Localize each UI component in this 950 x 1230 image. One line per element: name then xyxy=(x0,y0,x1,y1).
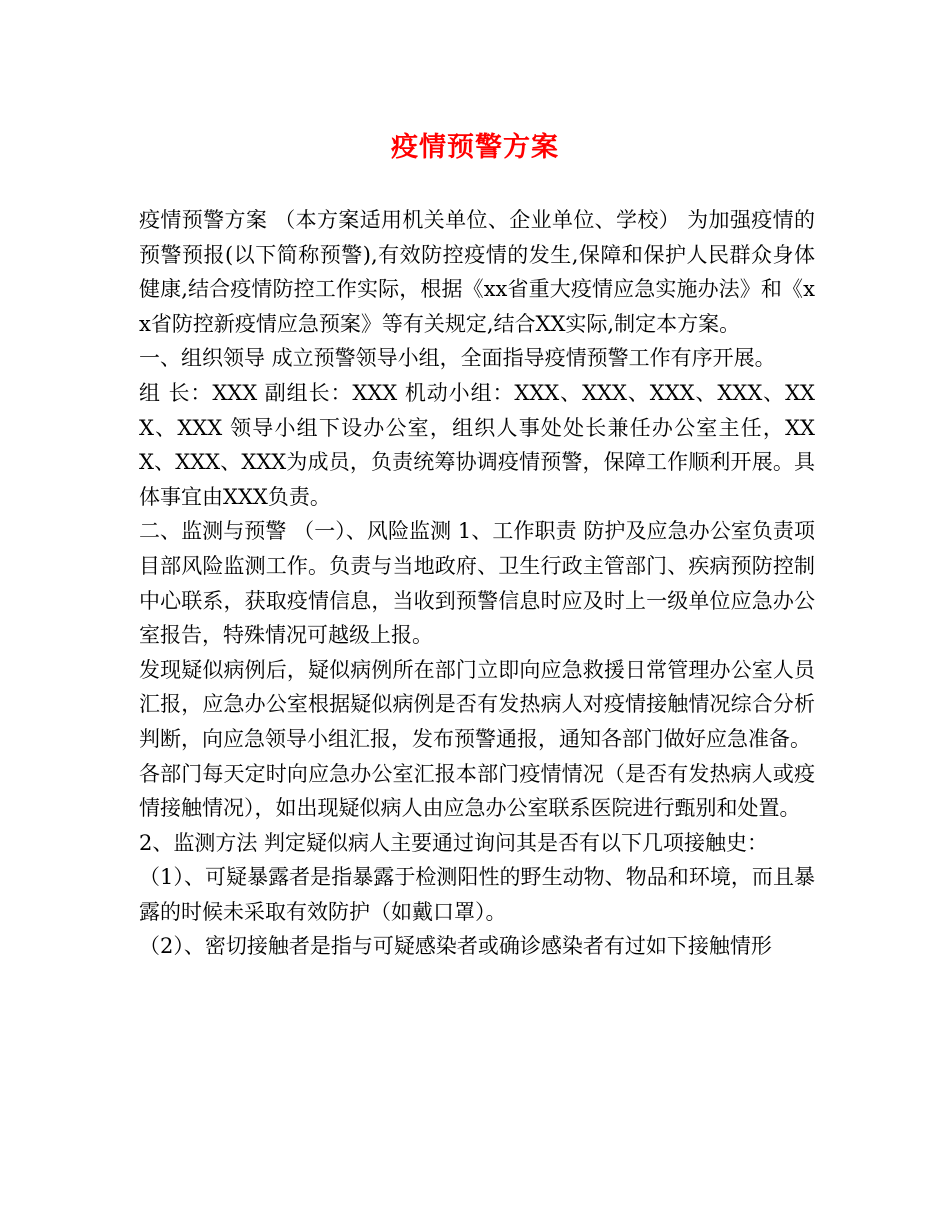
paragraph-intro: 疫情预警方案 （本方案适用机关单位、企业单位、学校） 为加强疫情的预警预报(以下简称预警),有效防控疫情的发生,保障和保护人民群众身体健康,结合疫情防控工作实际，根据《xx省重大疫情应急实施办法》和《xx省防控新疫情应急预案》等有关规定,结合XX实际,制定本方案。 xyxy=(139,208,815,336)
paragraph-leadership-group: 组 长：XXX 副组长：XXX 机动小组：XXX、XXX、XXX、XXX、XXX、XXX 领导小组下设办公室，组织人事处处长兼任办公室主任，XXX、XXX、XXX为成员，负责统筹协调疫情预警，保障工作顺利开展。具体事宜由XXX负责。 xyxy=(139,380,815,509)
paragraph-close-contact: （2）、密切接触者是指与可疑感染者或确诊感染者有过如下接触情形 xyxy=(139,934,772,959)
paragraph-suspected-exposure: （1）、可疑暴露者是指暴露于检测阳性的野生动物、物品和环境，而且暴露的时候未采取有效防护（如戴口罩）。 xyxy=(139,865,815,924)
document-title: 疫情预警方案 xyxy=(391,132,559,163)
paragraph-daily-report: 各部门每天定时向应急办公室汇报本部门疫情情况（是否有发热病人或疫情接触情况），如出现疑似病人由应急办公室联系医院进行甄别和处置。 xyxy=(139,761,815,821)
paragraph-organization: 一、组织领导 成立预警领导小组，全面指导疫情预警工作有序开展。 xyxy=(139,346,776,371)
paragraph-monitoring-warning: 二、监测与预警 （一）、风险监测 1、工作职责 防护及应急办公室负责项目部风险监测工作。负责与当地政府、卫生行政主管部门、疾病预防控制中心联系，获取疫情信息，当收到预警信息时应及时上一级单位应急办公室报告，特殊情况可越级上报。 xyxy=(139,519,815,648)
paragraph-suspected-case: 发现疑似病例后，疑似病例所在部门立即向应急救援日常管理办公室人员汇报，应急办公室根据疑似病例是否有发热病人对疫情接触情况综合分析判断，向应急领导小组汇报，发布预警通报，通知各部门做好应急准备。 xyxy=(139,657,815,751)
paragraph-monitoring-method: 2、监测方法 判定疑似病人主要通过询问其是否有以下几项接触史： xyxy=(139,830,769,855)
document-body xyxy=(139,203,815,964)
